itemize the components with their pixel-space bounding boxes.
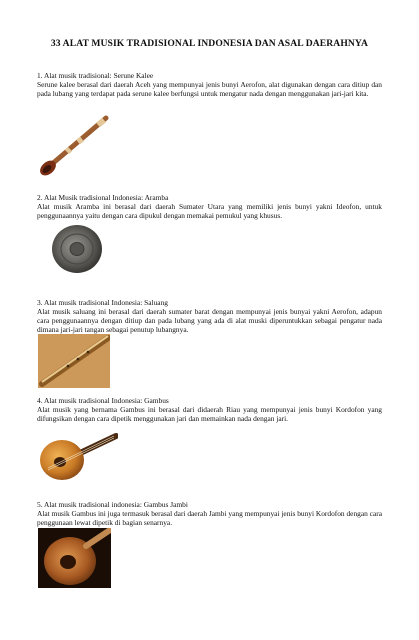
section-heading: 3. Alat musik tradisional Indonesia: Saluang [37,298,168,307]
section-body: Alat musik Gambus ini juga termasuk berasal dari daerah Jambi yang mempunyai jenis bunyi Kordofon dengan cara penggunaan lewat dipetik di bagian senarnya. [37,509,382,527]
section-gambus-jambi [37,500,382,527]
serune-kalee-image [38,112,110,178]
section-body: Alat musik Aramba ini berasal dari daerah Sumater Utara yang memiliki jenis bunyi yakni Ideofon, untuk penggunaannya yaitu dengan cara dipukul dengan memakai pemukul yang khusus. [37,202,382,220]
section-body: Alat musik saluang ini berasal dari daerah sumater barat dengan mempunyai jenis bunyai yakni Aerofon, adapun cara penggunaannya dengan ditiup dan pada lubang yang ada di alat muski diperuntukkan sebagai pengatur nada dimana jari-jari tangan sebagai penutup lubangnya. [37,307,382,334]
gambus-image [38,428,118,486]
section-saluang [37,298,382,334]
gambus-jambi-image [38,528,111,588]
section-aramba [37,193,382,220]
section-gambus [37,396,382,423]
section-serune-kalee [37,71,382,98]
section-heading: 2. Alat Musik tradisional Indonesia: Aramba [37,193,169,202]
saluang-image [38,334,110,388]
section-body: Serune kalee berasal dari daerah Aceh yang mempunyai jenis bunyi Aerofon, alat digunakan dengan cara ditiup dan pada lubang yang terdapat pada serune kalee berfungsi untuk mengatur nada dengan menggunakan jari-jari kita. [37,80,382,98]
section-heading: 4. Alat musik tradisional Indonesia: Gambus [37,396,169,405]
page-title: 33 ALAT MUSIK TRADISIONAL INDONESIA DAN ASAL DAERAHNYA [50,38,369,49]
section-heading: 1. Alat musik tradisional: Serune Kalee [37,71,154,80]
aramba-image [50,223,105,275]
section-heading: 5. Alat musik tradisional indonesia: Gambus Jambi [37,500,188,509]
section-body: Alat musik yang bernama Gambus ini berasal dari didaerah Riau yang mempunyai jenis bunyi Kordofon yang difungsikan dengan cara dipetik menggunakan jari dan memainkan nada dengan jari. [37,405,382,423]
